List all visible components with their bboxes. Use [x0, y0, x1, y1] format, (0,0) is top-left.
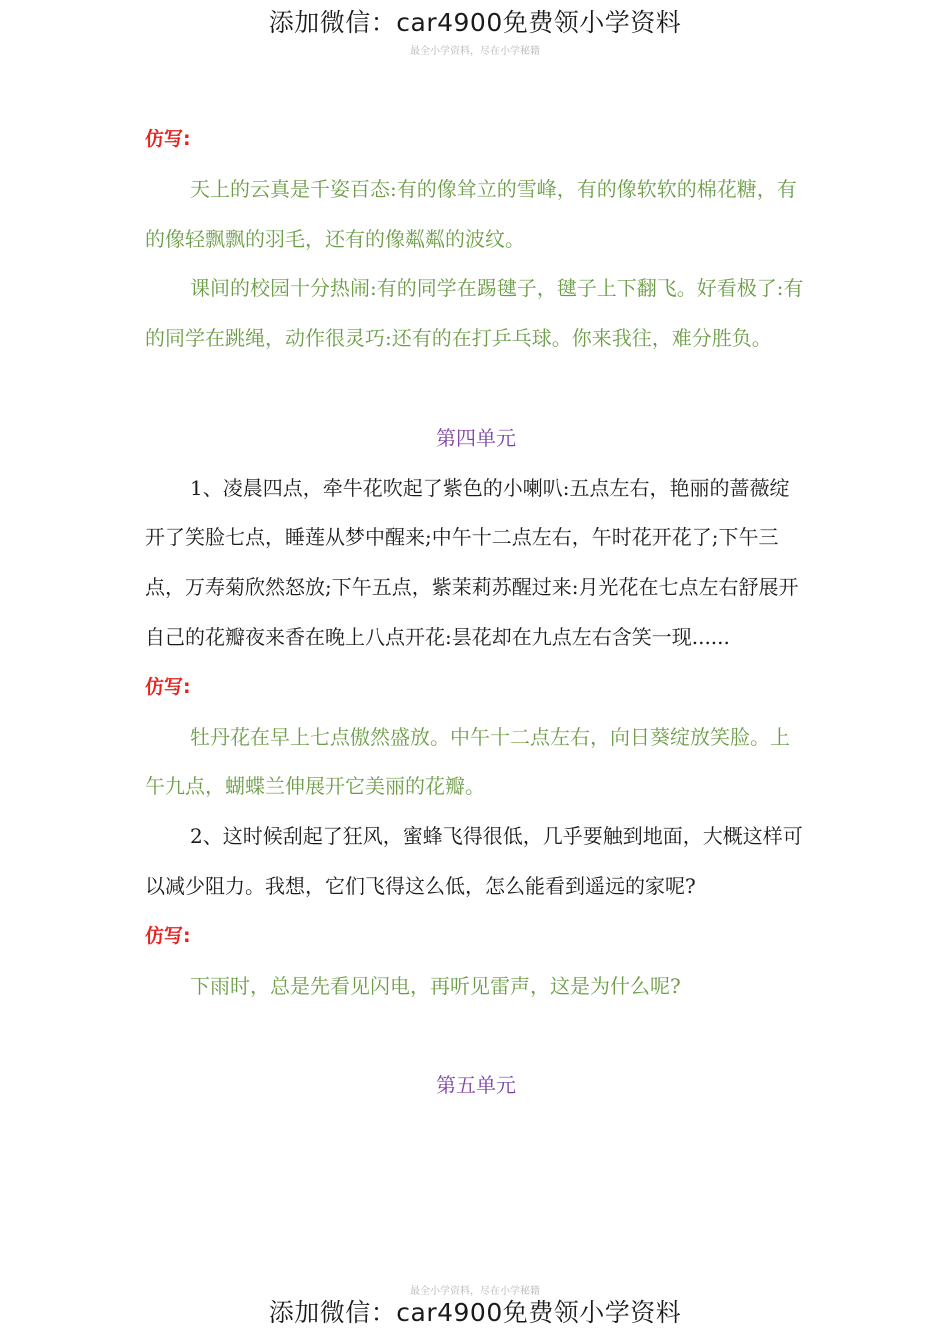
imitation-label: 仿写: — [145, 924, 191, 947]
imitation-paragraph-campus: 课间的校园十分热闹:有的同学在踢毽子，毽子上下翻飞。好看极了:有的同学在跳绳，动作很灵巧:还有的在打乒乓球。你来我往，难分胜负。 — [145, 276, 804, 351]
unit-heading-4: 第四单元 — [436, 425, 516, 450]
document-body — [145, 115, 807, 1111]
watermark-banner-bottom: 添加微信：car4900免费领小学资料 — [268, 1298, 682, 1327]
imitation-paragraph-clouds: 天上的云真是千姿百态:有的像耸立的雪峰，有的像软软的棉花糖，有的像轻飘飘的羽毛，还有的像粼粼的波纹。 — [145, 176, 797, 251]
imitation-label: 仿写: — [145, 675, 191, 698]
footer-note: 最全小学资料，尽在小学秘籍 — [410, 1286, 540, 1297]
example-item-1: 1、凌晨四点，牵牛花吹起了紫色的小喇叭:五点左右，艳丽的蔷薇绽开了笑脸七点，睡莲从梦中醒来;中午十二点左右，午时花开花了;下午三点，万寿菊欣然怒放;下午五点，紫茉莉苏醒过来:月光花在七点左右舒展开自己的花瓣夜来香在晚上八点开花:昙花却在九点左右含笑一现...... — [145, 475, 799, 649]
header-note: 最全小学资料，尽在小学秘籍 — [410, 46, 540, 57]
watermark-banner-top: 添加微信：car4900免费领小学资料 — [268, 8, 682, 37]
unit-heading-5: 第五单元 — [436, 1073, 516, 1098]
example-item-2: 2、这时候刮起了狂风，蜜蜂飞得很低，几乎要触到地面，大概这样可以减少阻力。我想，它们飞得这么低，怎么能看到遥远的家呢? — [145, 824, 803, 898]
spacer — [145, 364, 807, 414]
imitation-paragraph-flowers: 牡丹花在早上七点傲然盛放。中午十二点左右，向日葵绽放笑脸。上午九点，蝴蝶兰伸展开它美丽的花瓣。 — [145, 724, 790, 799]
spacer — [145, 1011, 807, 1061]
imitation-paragraph-thunder: 下雨时，总是先看见闪电，再听见雷声，这是为什么呢? — [190, 973, 681, 998]
imitation-label: 仿写: — [145, 128, 191, 150]
